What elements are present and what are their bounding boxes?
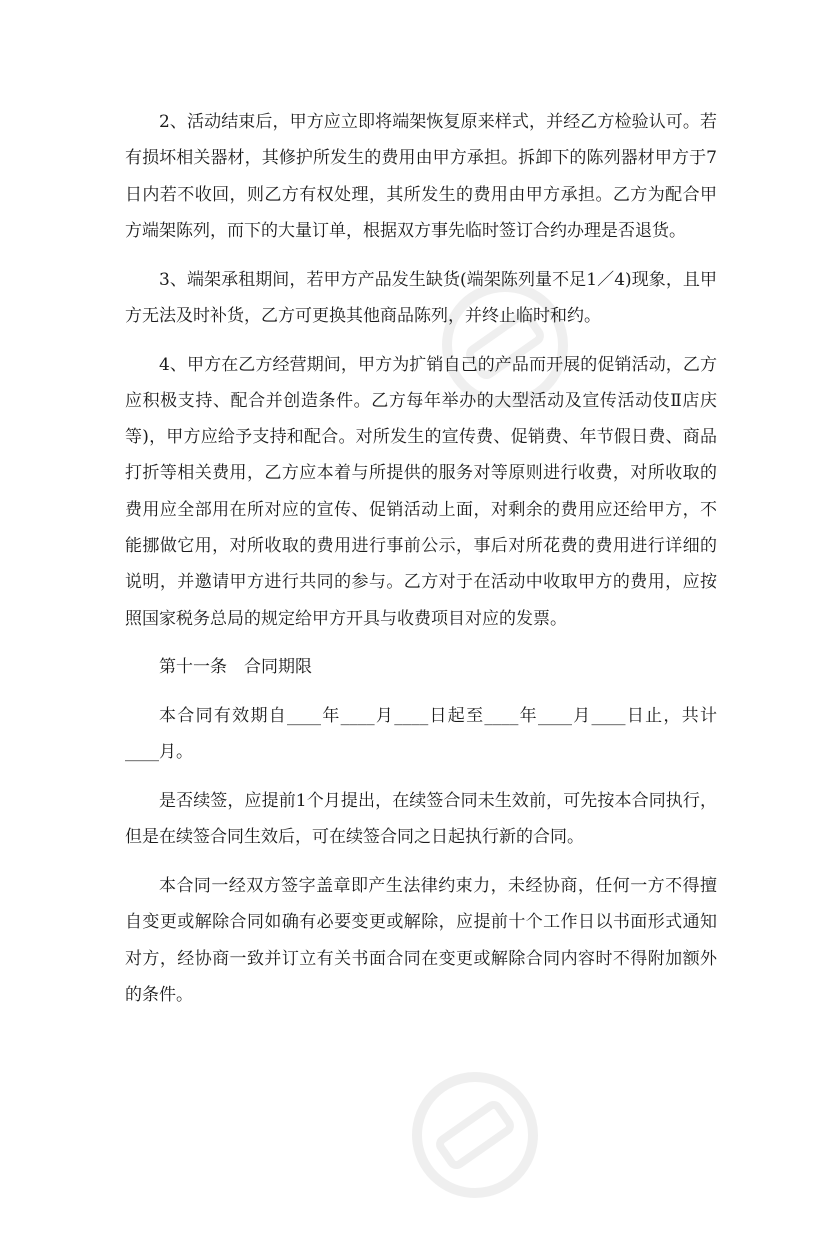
paragraph-clause-4: 4、甲方在乙方经营期间，甲方为扩销自己的产品而开展的促销活动，乙方应积极支持、配合并创造条件。乙方每年举办的大型活动及宣传活动伎Ⅱ店庆等)，甲方应给予支持和配合。对所发生的宣传费、促销费、年节假日费、商品打折等相关费用，乙方应本着与所提供的服务对等原则进行收费，对所收取的费用应全部用在所对应的宣传、促销活动上面，对剩余的费用应还给甲方，不能挪做它用，对所收取的费用进行事前公示，事后对所花费的费用进行详细的说明，并邀请甲方进行共同的参与。乙方对于在活动中收取甲方的费用，应按照国家税务总局的规定给甲方开具与收费项目对应的发票。 bbox=[125, 354, 717, 629]
paragraph-renewal: 是否续签，应提前1个月提出，在续签合同未生效前，可先按本合同执行，但是在续签合同生效后，可在续签合同之日起执行新的合同。 bbox=[125, 791, 717, 848]
watermark-logo-icon bbox=[371, 1031, 580, 1239]
paragraph-contract-term: 本合同有效期自____年____月____日起至____年____月____日止，共计____月。 bbox=[125, 706, 717, 763]
document-body bbox=[125, 104, 717, 1026]
section-heading-article-11: 第十一条 合同期限 bbox=[159, 657, 312, 678]
paragraph-binding-effect: 本合同一经双方签字盖章即产生法律约束力，未经协商，任何一方不得擅自变更或解除合同如确有必要变更或解除，应提前十个工作日以书面形式通知对方，经协商一致并订立有关书面合同在变更或解除合同内容时不得附加额外的条件。 bbox=[125, 875, 717, 1005]
paragraph-clause-2: 2、活动结束后，甲方应立即将端架恢复原来样式，并经乙方检验认可。若有损坏相关器材，其修护所发生的费用由甲方承担。拆卸下的陈列器材甲方于7日内若不收回，则乙方有权处理，其所发生的费用由甲方承担。乙方为配合甲方端架陈列，而下的大量订单，根据双方事先临时签订合约办理是否退货。 bbox=[125, 112, 717, 241]
paragraph-clause-3: 3、端架承租期间，若甲方产品发生缺货(端架陈列量不足1／4)现象，且甲方无法及时补货，乙方可更换其他商品陈列，并终止临时和约。 bbox=[125, 269, 717, 326]
